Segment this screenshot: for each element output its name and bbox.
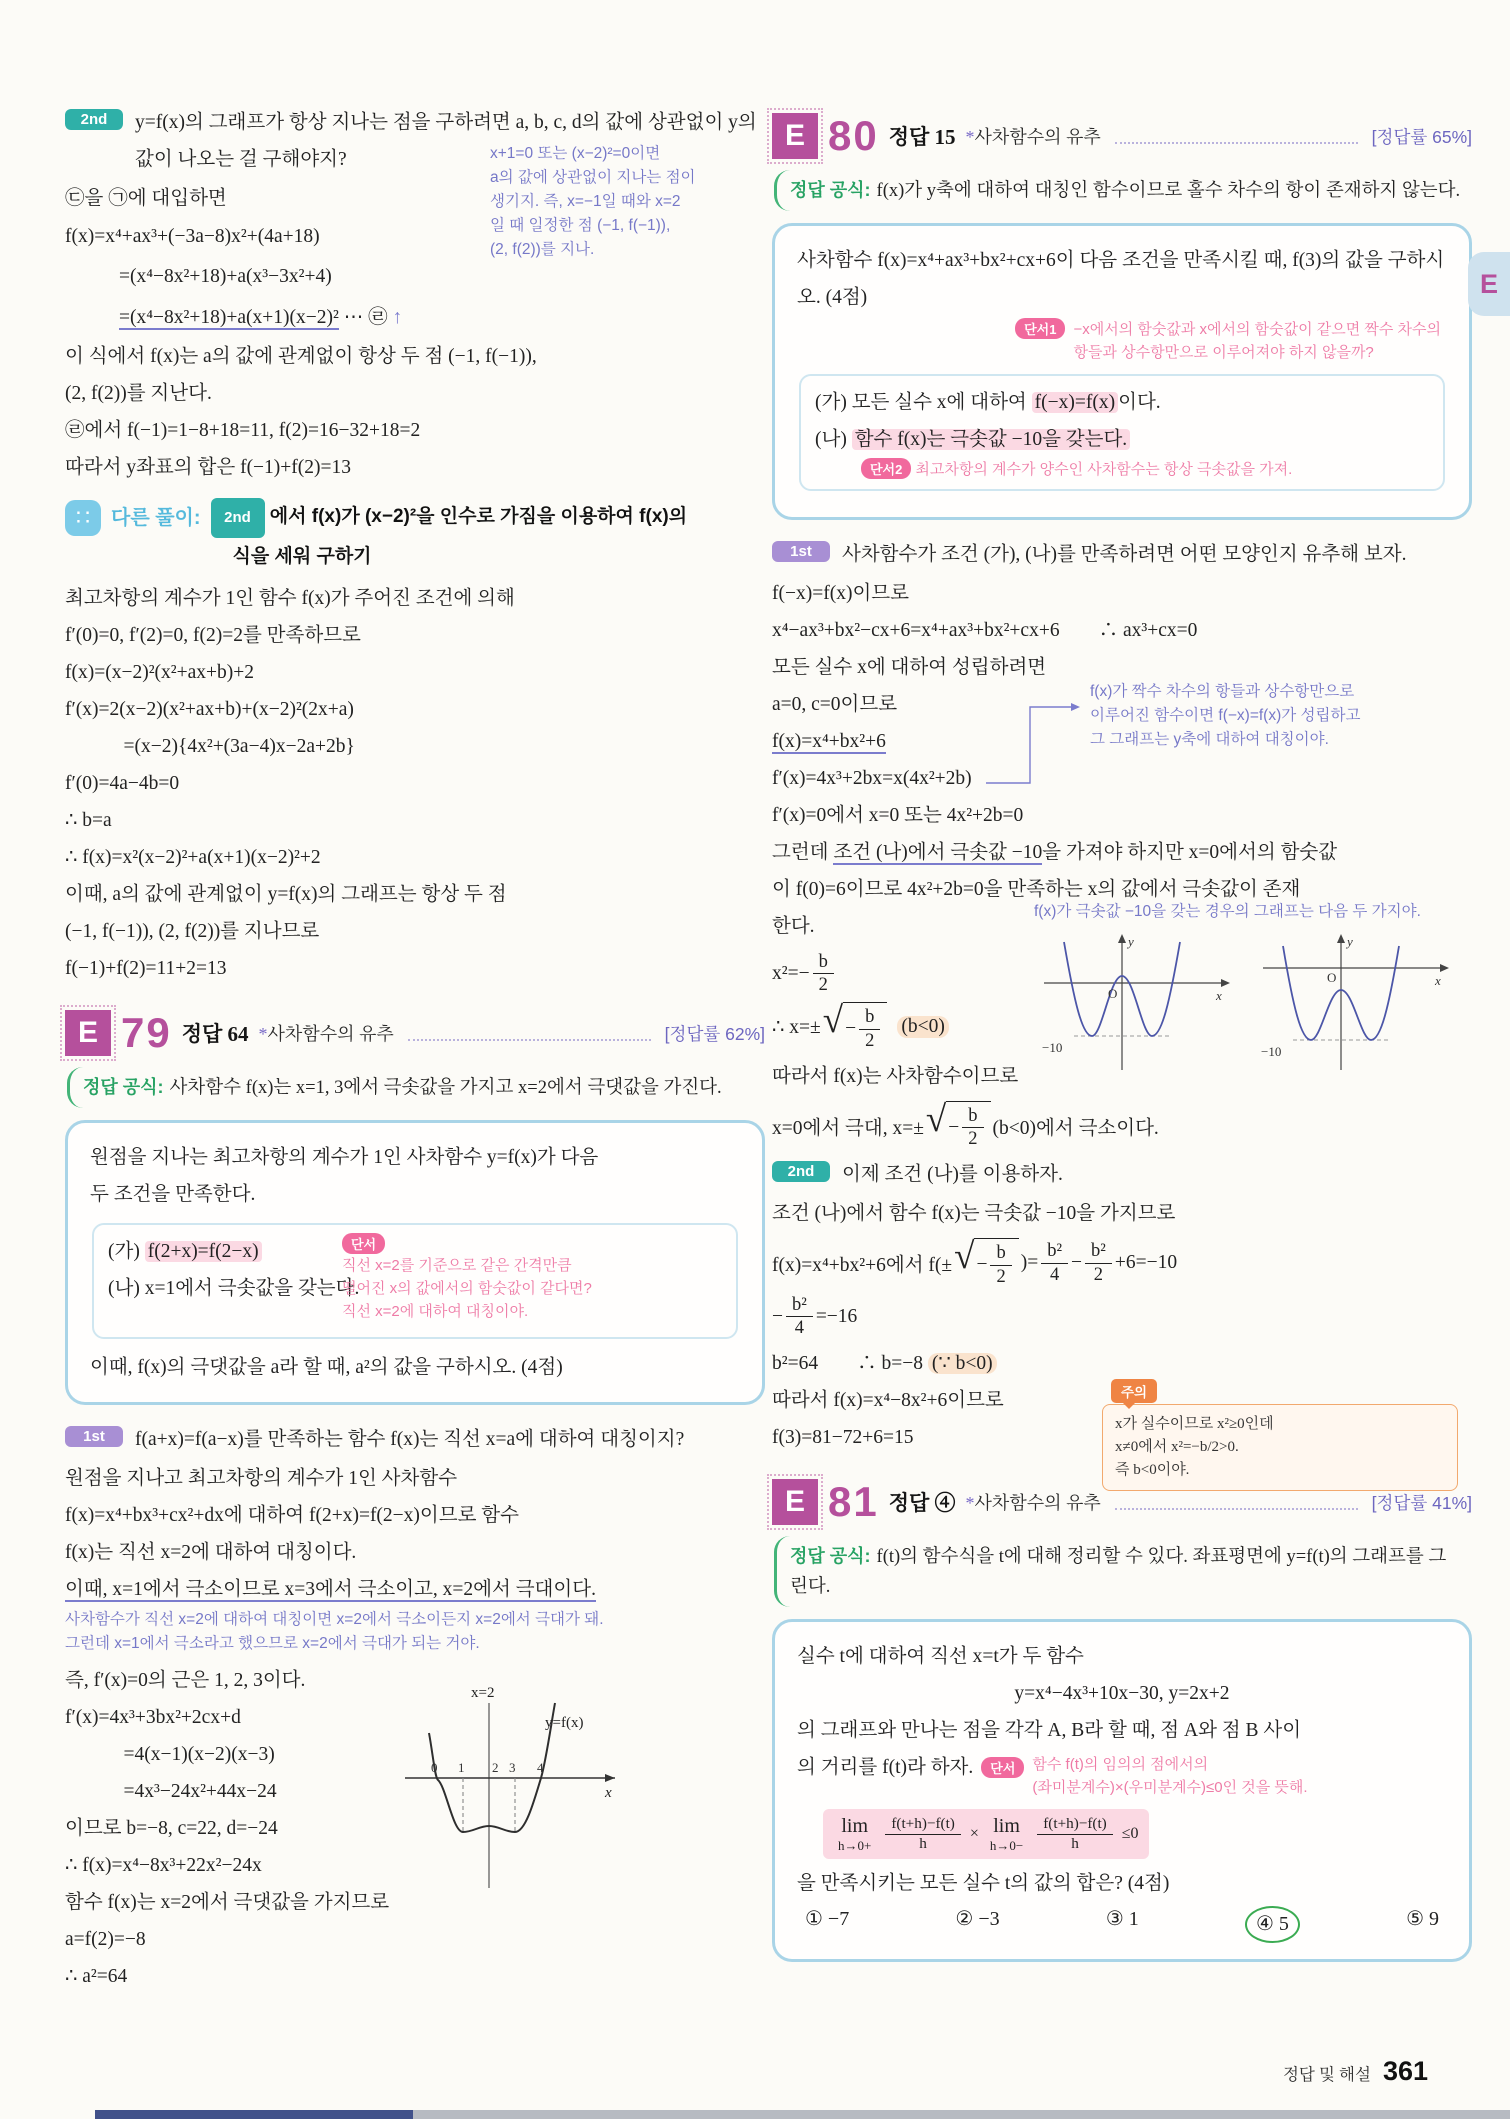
answer-options: [797, 1902, 1447, 1943]
tick-0: 0: [431, 1760, 438, 1775]
problem-line: 실수 t에 대하여 직선 x=t가 두 함수: [797, 1646, 1084, 1668]
text-line: 한다.: [772, 916, 815, 937]
text-line: 모든 실수 x에 대하여 성립하려면: [772, 657, 1047, 678]
tick-1: 1: [458, 1760, 465, 1775]
radical: √ − $\frac{b}{2}$: [954, 1238, 1019, 1287]
condition-a: (가) 모든 실수 x에 대하여 f(−x)=f(x) 이다.: [815, 392, 1161, 413]
e80-step2-row: [772, 1156, 1472, 1193]
condition-a-highlight: f(2+x)=f(2−x): [145, 1241, 262, 1262]
e80-mixed-line: 그런데 조건 (나)에서 극솟값 −10을 가져야 하지만 x=0에서의 함숫값: [772, 842, 1338, 863]
text-line: (2, f(2))를 지난다.: [65, 383, 212, 404]
alt-solution-body: [65, 580, 765, 987]
clue-note-lines: [342, 1254, 632, 1323]
e80-header: [772, 112, 1472, 160]
alt-solution-title: [211, 498, 766, 538]
text-line: a=f(2)=−8: [65, 1929, 146, 1950]
e80-answer-formula: [774, 170, 1470, 211]
e80-body-2: [772, 760, 1472, 834]
clue-badge: 단서: [342, 1233, 385, 1254]
y-axis-label: y: [1128, 934, 1134, 949]
e80-step2-text: 이제 조건 (나)를 이용하자.: [842, 1164, 1063, 1186]
condition-a: (가) f(2+x)=f(2−x): [108, 1233, 722, 1270]
origin-label: O: [1327, 970, 1337, 985]
e80-graph-2: [1253, 928, 1458, 1078]
e80-graph-1: [1034, 928, 1239, 1078]
limit-condition: [797, 1809, 1447, 1858]
conclusion-lines: [65, 338, 765, 486]
e79-answer-formula: [67, 1067, 763, 1108]
formula-label: 정답 공식:: [83, 1077, 164, 1097]
alt-solution-label: 다른 풀이:: [111, 507, 201, 529]
e80-condition-box: [799, 374, 1445, 491]
limit: lim h→0+: [838, 1815, 872, 1854]
text-line: 따라서 y좌표의 합은 f(−1)+f(2)=13: [65, 457, 352, 478]
formula-text: 사차함수 f(x)는 x=1, 3에서 극솟값을 가지고 x=2에서 극댓값을 가진다.: [169, 1078, 722, 1098]
step-2nd-text: y=f(x)의 그래프가 항상 지나는 점을 구하려면 a, b, c, d의 값에 상관없이 y의 값이 나오는 걸 구해야지?: [135, 112, 762, 170]
text-line: 일 때 일정한 점 (−1, f(−1)),: [490, 217, 671, 234]
dotted-leader: [1115, 1495, 1358, 1510]
bottom-strip-dark: [95, 2110, 413, 2119]
text-line: =4(x−1)(x−2)(x−3): [65, 1744, 275, 1765]
text-line: ∴ f(x)=x⁴−8x³+22x²−24x: [65, 1855, 262, 1876]
text-line: 직선 x=2를 기준으로 같은 간격만큼: [342, 1257, 572, 1274]
text-line: x가 실수이므로 x²≥0인데: [1115, 1416, 1274, 1432]
text-line: 항들과 상수항만으로 이루어져야 하지 않을까?: [1073, 344, 1374, 361]
text-line: 함수 f(t)의 임의의 점에서의: [1032, 1756, 1209, 1774]
text-line: f′(x)=4x³+3bx²+2cx+d: [65, 1707, 241, 1728]
text-line: ∴ b=a: [65, 810, 112, 831]
radical: √ − $\frac{b}{2}$: [823, 1002, 888, 1051]
text-line: f(x)가 짝수 차수의 항들과 상수항만으로: [1090, 683, 1355, 700]
text-line: a의 값에 상관없이 지나는 점이: [490, 169, 696, 186]
option-1: ① −7: [805, 1907, 850, 1930]
graph-note-text: f(x)가 극솟값 −10을 갖는 경우의 그래프는 다음 두 가지야.: [1034, 903, 1421, 920]
up-arrow-icon: ↑: [392, 306, 403, 328]
step-1st-badge: 1st: [772, 541, 830, 562]
page-number: 361: [1382, 2056, 1428, 2086]
e81-number: 81: [828, 1478, 879, 1526]
x-axis-label: x: [1216, 988, 1222, 1003]
footer-label: 정답 및 해설: [1282, 2065, 1371, 2084]
formula-annotation-connector: [984, 697, 1084, 792]
e79-step1-row: [65, 1421, 765, 1458]
math-line: f(x)=x⁴+ax³+(−3a−8)x²+(4a+18): [65, 226, 320, 247]
problem-question: 이때, f(x)의 극댓값을 a라 할 때, a²의 값을 구하시오. (4점): [90, 1357, 563, 1378]
condition-a-highlight: f(−x)=f(x): [1032, 392, 1118, 413]
text-line: (−1, f(−1)), (2, f(2))를 지나므로: [65, 921, 320, 942]
text-line: f(x)는 직선 x=2에 대하여 대칭이다.: [65, 1542, 357, 1563]
condition-b: (나) 함수 f(x)는 극솟값 −10을 갖는다.: [815, 421, 1429, 458]
e80-eq-xsq: x²=− $\frac{b}{2}$: [772, 951, 1472, 996]
clue1-lines: [1073, 318, 1441, 364]
e79-topic: *사차함수의 유추: [258, 1024, 394, 1044]
text-line: f′(x)=2(x−2)(x²+ax+b)+(x−2)²(2x+a): [65, 699, 354, 720]
problem-line: 원점을 지나는 최고차항의 계수가 1인 사차함수 y=f(x)가 다음: [90, 1147, 599, 1168]
minus10-label: −10: [1261, 1044, 1282, 1059]
e79-number: 79: [121, 1009, 172, 1056]
clue2-badge: 단서2: [861, 458, 911, 479]
e79-blue-note: [65, 1608, 765, 1656]
right-column: [772, 112, 1472, 1978]
section-tab-e: E: [1468, 252, 1510, 316]
leq-zero: ≤0: [1121, 1825, 1139, 1843]
e80-d1: b²=64 ∴ b=−8 (∵ b<0): [772, 1345, 1472, 1382]
text-line: 원점을 지나고 최고차항의 계수가 1인 사차함수: [65, 1468, 458, 1489]
text-line: 떨어진 x의 값에서의 함숫값이 같다면?: [342, 1280, 592, 1297]
e79-step1-text: f(a+x)=f(a−x)를 만족하는 함수 f(x)는 직선 x=a에 대하여 대칭이지?: [135, 1429, 685, 1450]
condition-b: (나) x=1에서 극솟값을 갖는다.: [108, 1278, 360, 1299]
graph-label-x2: x=2: [471, 1685, 495, 1701]
bottom-strip-light: [413, 2110, 1510, 2119]
e81-rate: [정답률 41%]: [1371, 1492, 1472, 1513]
tick-2: 2: [492, 1760, 499, 1775]
clue1-badge: 단서1: [1015, 318, 1065, 339]
text-line: f(x)=(x−2)²(x²+ax+b)+2: [65, 662, 255, 683]
formula-text: f(t)의 함수식을 t에 대해 정리할 수 있다. 좌표평면에 y=f(t)의 그래프를 그린다.: [790, 1547, 1447, 1598]
dotted-leader: [1115, 129, 1358, 144]
option-3: ③ 1: [1105, 1907, 1139, 1930]
dice-icon: ∷: [65, 500, 101, 536]
e80-caution-box: [1102, 1385, 1458, 1491]
e80-symmetry-note: [1090, 680, 1400, 752]
text-line: 직선 x=2에 대하여 대칭이야.: [342, 1303, 529, 1320]
option-2: ② −3: [955, 1907, 1000, 1930]
e81-clue-lines: [1032, 1753, 1307, 1799]
left-column: [65, 98, 765, 1995]
text-line: f′(x)=4x³+2bx=x(4x²+2b): [772, 768, 972, 789]
underlined-factored-form: =(x⁴−8x²+18)+a(x+1)(x−2)²: [119, 307, 339, 328]
text-line: f(−1)+f(2)=11+2=13: [65, 958, 227, 979]
option-5: ⑤ 9: [1406, 1907, 1439, 1930]
step-2nd-badge: 2nd: [772, 1161, 830, 1182]
step-2nd-inline-badge: 2nd: [211, 498, 265, 538]
formula-text: f(x)가 y축에 대하여 대칭인 함수이므로 홀수 차수의 항이 존재하지 않는다.: [876, 181, 1461, 201]
problem-line-with-clue: [797, 1749, 1447, 1799]
e80-step1-text: 사차함수가 조건 (가), (나)를 만족하려면 어떤 모양인지 유추해 보자.: [842, 544, 1407, 565]
problem-main: 사차함수 f(x)=x⁴+ax³+bx²+cx+6이 다음 조건을 만족시킬 때, f(3)의 값을 구하시오. (4점): [797, 250, 1445, 308]
e81-answer-formula: [774, 1536, 1470, 1607]
text-line: 그 그래프는 y축에 대하여 대칭이야.: [1090, 731, 1329, 748]
asterisk-icon: *: [258, 1024, 268, 1044]
text-line: 이 f(0)=6이므로 4x²+2b=0을 만족하는 x의 값에서 극솟값이 존재: [772, 879, 1301, 900]
e80-graph-note-block: [1034, 900, 1464, 1078]
text-line: a=0, c=0이므로: [772, 694, 898, 715]
text-line: ∴ f(x)=x²(x−2)²+a(x+1)(x−2)²+2: [65, 847, 321, 868]
clue-badge: 단서: [981, 1757, 1024, 1778]
text-line: (2, f(2))를 지나.: [490, 241, 595, 258]
origin-label: O: [1108, 986, 1118, 1001]
b-negative-highlight: (b<0): [897, 1016, 949, 1038]
text-line: =4x³−24x²+44x−24: [65, 1781, 277, 1802]
e79-body-1: [65, 1460, 765, 1571]
fraction: $\frac{\text{b²}}{4}$: [1041, 1240, 1068, 1285]
text-line: f(x)=x⁴+bx³+cx²+dx에 대하여 f(2+x)=f(2−x)이므로 함수: [65, 1505, 519, 1526]
e79-graph: [395, 1683, 630, 1908]
e81-letter-badge: E: [772, 1479, 818, 1525]
text-line: (좌미분계수)×(우미분계수)≤0인 것을 뜻해.: [1032, 1779, 1308, 1797]
e81-topic: *사차함수의 유추: [965, 1493, 1101, 1514]
e79-rate: [정답률 62%]: [664, 1023, 765, 1044]
tick-3: 3: [509, 1760, 516, 1775]
formula-label: 정답 공식:: [790, 1546, 871, 1567]
text-line: x≠0에서 x²=−b/2>0.: [1115, 1439, 1239, 1455]
e80-clue1-note: [1015, 318, 1441, 364]
e79-underlined-claim: 이때, x=1에서 극소이므로 x=3에서 극소이고, x=2에서 극대이다.: [65, 1579, 596, 1600]
fixed-points-side-note: [490, 142, 762, 262]
fraction: $\frac{b}{2}$: [813, 951, 834, 996]
text-line: 즉 b<0이야.: [1115, 1462, 1190, 1478]
fraction: $\frac{\text{b²}}{4}$: [786, 1294, 813, 1339]
problem-formula: y=x⁴−4x³+10x−30, y=2x+2: [1014, 1683, 1230, 1705]
e80-problem-box: [772, 223, 1472, 520]
limit-formula-highlight: [823, 1809, 1149, 1858]
text-line: ∴ a²=64: [65, 1966, 128, 1987]
distance-def: 의 거리를 f(t)라 하자.: [797, 1757, 974, 1779]
problem-question: 을 만족시키는 모든 실수 t의 값의 합은? (4점): [797, 1872, 1170, 1894]
problem-line: 두 조건을 만족한다.: [90, 1184, 256, 1205]
text-line: ㉣에서 f(−1)=1−8+18=11, f(2)=16−32+18=2: [65, 420, 421, 441]
expansion-math: [65, 217, 495, 338]
text-line: 함수 f(x)는 x=2에서 극댓값을 가지므로: [65, 1892, 390, 1913]
tick-4: 4: [537, 1760, 544, 1775]
caution-lines: [1115, 1413, 1445, 1482]
e79-problem-box: [65, 1120, 765, 1405]
step-2nd-badge: 2nd: [65, 109, 123, 130]
condition-na-underline: 조건 (나)에서 극솟값 −10: [833, 842, 1043, 863]
e81-answer: 정답 ④: [888, 1491, 956, 1516]
text-line: 이므로 b=−8, c=22, d=−24: [65, 1818, 278, 1839]
e80-letter-badge: E: [772, 113, 818, 159]
e79-answer: 정답 64: [181, 1022, 249, 1046]
e80-topic: *사차함수의 유추: [965, 127, 1101, 147]
limit: lim h→0−: [989, 1815, 1024, 1854]
problem-line: 의 그래프와 만나는 점을 각각 A, B라 할 때, 점 A와 점 B 사이: [797, 1720, 1302, 1742]
clue2-text: 최고차항의 계수가 양수인 사차함수는 항상 극솟값을 가져.: [915, 461, 1293, 478]
e80-answer: 정답 15: [888, 125, 956, 149]
formula-label: 정답 공식:: [790, 180, 871, 200]
e80-eq2: − $\frac{\text{b²}}{4}$ =−16: [772, 1293, 858, 1339]
graph-label-curve: y=f(x): [545, 1715, 584, 1731]
math-line: =(x⁴−8x²+18)+a(x³−3x²+4): [119, 266, 332, 287]
text-line: 그런데 x=1에서 극소라고 했으므로 x=2에서 극대가 되는 거야.: [65, 1635, 480, 1652]
e79-letter-badge: E: [65, 1010, 111, 1056]
times-sign: ×: [969, 1825, 979, 1843]
math-line: [65, 297, 495, 338]
e80-d2: 따라서 f(x)=x⁴−8x²+6이므로: [772, 1390, 1004, 1412]
e80-c1: 조건 (나)에서 함수 f(x)는 극솟값 −10을 가지므로: [772, 1203, 1176, 1225]
e80-step1-row: [772, 536, 1472, 573]
option-4-selected: ④ 5: [1245, 1906, 1300, 1943]
e81-problem-box: [772, 1619, 1472, 1961]
e79-condition-box: [92, 1223, 738, 1339]
alt-title-text: 에서 f(x)가 (x−2)²을 인수로 가짐을 이용하여 f(x)의: [269, 506, 688, 527]
substitute-line: ㉢을 ㉠에 대입하면: [65, 188, 227, 209]
e80-eq-xsol: ∴ x=± √ − $\frac{b}{2}$ (b<0): [772, 1002, 1472, 1051]
condition-b-highlight: 함수 f(x)는 극솟값 −10을 갖는다.: [852, 429, 1130, 450]
fraction: $\frac{\text{b²}}{2}$: [1085, 1240, 1112, 1285]
text-line: 이 식에서 f(x)는 a의 값에 관계없이 항상 두 점 (−1, f(−1)),: [65, 346, 537, 367]
alt-solution-title-2: 식을 세워 구하기: [232, 546, 372, 567]
text-line: x⁴−ax³+bx²−cx+6=x⁴+ax³+bx²+cx+6 ∴ ax³+cx=0: [772, 620, 1198, 641]
e80-rate: [정답률 65%]: [1371, 126, 1472, 147]
text-line: f′(0)=0, f′(2)=0, f(2)=2를 만족하므로: [65, 625, 361, 646]
difference-quotient: $\frac{f(t+h)-f(t)}{h}$: [885, 1815, 961, 1852]
text-line: 생기지. 즉, x=−1일 때와 x=2: [490, 193, 681, 210]
text-line: 이때, a의 값에 관계없이 y=f(x)의 그래프는 항상 두 점: [65, 884, 507, 905]
y-axis-label: y: [1347, 934, 1353, 949]
ref-mark: ⋯ ㉣: [338, 307, 393, 328]
e80-number: 80: [828, 112, 879, 159]
e79-clue-note: [342, 1233, 632, 1323]
text-line: x+1=0 또는 (x−2)²=0이면: [490, 145, 661, 162]
text-line: f(−x)=f(x)이므로: [772, 583, 909, 604]
asterisk-icon: *: [965, 1493, 975, 1514]
radical: √ − $\frac{b}{2}$: [926, 1101, 991, 1150]
e80-after1: 따라서 f(x)는 사차함수이므로: [772, 1065, 1019, 1087]
text-line: 사차함수가 직선 x=2에 대하여 대칭이면 x=2에서 극소이든지 x=2에서 극대가 돼.: [65, 1611, 604, 1628]
text-line: 이루어진 함수이면 f(−x)=f(x)가 성립하고: [1090, 707, 1361, 724]
page-footer: [1283, 2056, 1428, 2087]
x-axis-label: x: [1435, 973, 1441, 988]
caution-badge: 주의: [1111, 1379, 1157, 1403]
text-line: f′(0)=4a−4b=0: [65, 773, 180, 794]
e79-header: [65, 1009, 765, 1057]
text-line: 최고차항의 계수가 1인 함수 f(x)가 주어진 조건에 의해: [65, 588, 515, 609]
step-1st-badge: 1st: [65, 1426, 123, 1447]
because-b-negative: (∵ b<0): [928, 1353, 997, 1374]
alt-solution-row: [65, 498, 765, 576]
text-line: −x에서의 함숫값과 x에서의 함숫값이 같으면 짝수 차수의: [1073, 321, 1441, 338]
e80-d3: f(3)=81−72+6=15: [772, 1427, 914, 1449]
e80-even-function: f(x)=x⁴+bx²+6: [772, 731, 886, 752]
asterisk-icon: *: [965, 127, 975, 147]
e80-big-formula: f(x)=x⁴+bx²+6에서 f(± √ − $\frac{b}{2}$ )= $\frac{\text{b²}}{4}$ − $\frac{\text{b²}}{2}$ +6=−10: [772, 1236, 1178, 1287]
axis-label-x: x: [605, 1785, 612, 1801]
text-line: f′(x)=0에서 x=0 또는 4x²+2b=0: [772, 805, 1024, 826]
dotted-leader: [408, 1026, 651, 1041]
text-line: =(x−2){4x²+(3a−4)x−2a+2b}: [65, 736, 355, 757]
difference-quotient: $\frac{f(t+h)-f(t)}{h}$: [1037, 1815, 1113, 1852]
e80-clue2-note: [815, 458, 1429, 481]
text-line: 즉, f′(x)=0의 근은 1, 2, 3이다.: [65, 1670, 306, 1691]
minus10-label: −10: [1042, 1040, 1063, 1055]
e80-after2: x=0에서 극대, x=± √ − $\frac{b}{2}$ (b<0)에서 극소이다.: [772, 1098, 1159, 1150]
